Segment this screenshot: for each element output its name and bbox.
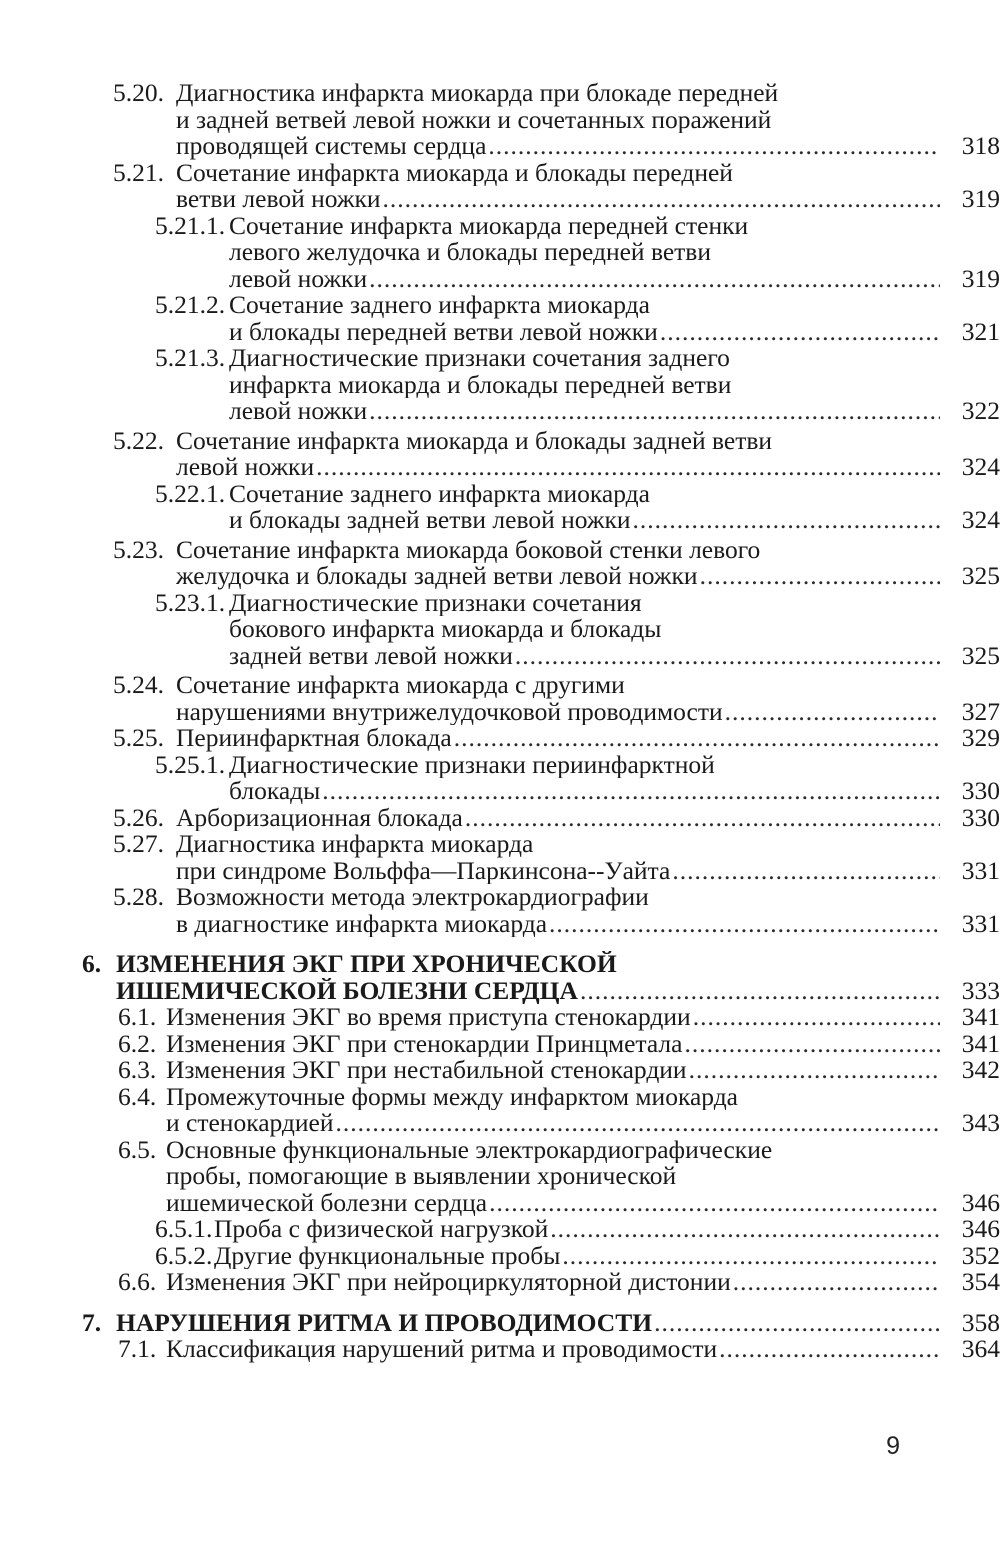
toc-entry — [0, 345, 1000, 425]
toc-entry-number: 5.25.1. — [155, 749, 226, 779]
toc-entry-text: Сочетание заднего инфаркта миокарда — [229, 480, 650, 507]
toc-entry-text: Диагностические признаки сочетания заднего — [229, 345, 730, 372]
toc-entry-text: в диагностике инфаркта миокарда — [176, 910, 548, 937]
toc-entry-number: 5.23. — [113, 534, 164, 564]
toc-entry — [0, 210, 1000, 293]
toc-entry-text: Изменения ЭКГ во время приступа стенокардии — [166, 1004, 691, 1031]
toc-entry-text: Сочетание инфаркта миокарда боковой стенки левого — [176, 536, 761, 563]
toc-page-number: 358 — [961, 1309, 1000, 1336]
toc-page-number: 331 — [961, 910, 1000, 937]
toc-entry-number: 5.21.3. — [155, 343, 226, 372]
dot-leader — [336, 1110, 940, 1137]
toc-entry-text: Сочетание инфаркта миокарда передней стенки — [229, 212, 749, 239]
dot-leader — [322, 778, 940, 805]
dot-leader — [660, 319, 940, 346]
toc-page-number: 354 — [961, 1269, 1000, 1296]
toc-page-number: 331 — [961, 857, 1000, 884]
dot-leader — [550, 1216, 940, 1243]
toc-entry — [0, 749, 1000, 805]
toc-entry-number: 5.25. — [113, 723, 164, 752]
toc-entry-text: Изменения ЭКГ при стенокардии Принцметала — [166, 1030, 683, 1057]
toc-entry-number: 6.4. — [118, 1081, 157, 1111]
toc-page-number: 327 — [961, 698, 1000, 725]
toc-page-number: 343 — [961, 1110, 1000, 1137]
toc-entry — [0, 157, 1000, 213]
toc-entry-text: Изменения ЭКГ при нестабильной стенокардии — [166, 1057, 687, 1084]
toc-page-number: 324 — [961, 454, 1000, 481]
toc-entry-text: и блокады передней ветви левой ножки — [229, 318, 658, 345]
dot-leader — [488, 133, 940, 160]
toc-entry-text: Диагностические признаки периинфарктной — [229, 751, 715, 778]
toc-entry — [0, 478, 1000, 534]
toc-entry-text: Сочетание инфаркта миокарда и блокады задней ветви — [176, 427, 773, 454]
toc-entry — [0, 587, 1000, 670]
toc-chapter — [0, 1307, 1000, 1337]
toc-chapter-number: 7. — [82, 1307, 102, 1337]
toc-entry-text: Диагностические признаки сочетания — [229, 589, 642, 616]
toc-entry-text: Периинфарктная блокада — [176, 725, 452, 752]
toc-entry-text: Изменения ЭКГ при нейроциркуляторной дистонии — [166, 1269, 731, 1296]
toc-entry-text: Классификация нарушений ритма и проводимости — [166, 1336, 718, 1363]
toc-entry-text: левой ножки — [229, 398, 368, 425]
toc-entry — [0, 672, 1000, 725]
toc-entry — [0, 1134, 1000, 1217]
toc-entry-text: ветви левой ножки — [176, 186, 381, 213]
dot-leader — [369, 398, 940, 425]
dot-leader — [719, 1336, 940, 1363]
toc-entry — [0, 292, 1000, 345]
toc-entry-text: и стенокардией — [166, 1110, 334, 1137]
toc-entry-text: пробы, помогающие в выявлении хронической — [166, 1163, 677, 1190]
toc-entry-text: левой ножки — [176, 454, 315, 481]
toc-entry — [0, 1336, 1000, 1363]
dot-leader — [383, 186, 940, 213]
toc-entry — [0, 1216, 1000, 1243]
toc-entry-text: бокового инфаркта миокарда и блокады — [229, 616, 662, 643]
dot-leader — [672, 858, 940, 885]
toc-entry — [0, 80, 1000, 160]
toc-entry-number: 5.21.1. — [155, 210, 226, 240]
toc-page-number: 325 — [961, 642, 1000, 669]
toc-entry — [0, 1081, 1000, 1137]
toc-entry — [0, 725, 1000, 752]
toc-entry-number: 6.3. — [118, 1055, 157, 1084]
toc-entry-text: и блокады задней ветви левой ножки — [229, 507, 631, 534]
toc-page-number: 346 — [961, 1216, 1000, 1243]
toc-page-number: 322 — [961, 398, 1000, 425]
dot-leader — [700, 563, 940, 590]
dot-leader — [684, 1031, 940, 1058]
toc-entry-text: инфаркта миокарда и блокады передней ветви — [229, 371, 732, 398]
dot-leader — [633, 507, 940, 534]
toc-entry — [0, 1004, 1000, 1031]
toc-entry-number: 5.26. — [113, 802, 164, 832]
dot-leader — [580, 978, 940, 1005]
dot-leader — [549, 911, 940, 938]
toc-chapter — [0, 951, 1000, 1004]
toc-entry — [0, 1028, 1000, 1058]
dot-leader — [515, 643, 940, 670]
toc-page-number: 364 — [961, 1336, 1000, 1363]
toc-page-number: 324 — [961, 507, 1000, 534]
toc-chapter-title: НАРУШЕНИЯ РИТМА И ПРОВОДИМОСТИ — [116, 1309, 653, 1336]
toc-page-number: 329 — [961, 725, 1000, 752]
toc-entry-number: 7.1. — [118, 1334, 157, 1363]
toc-entry-text: Промежуточные формы между инфарктом миокарда — [166, 1083, 738, 1110]
toc-page-number: 333 — [961, 977, 1000, 1004]
toc-entry-number: 5.23.1. — [155, 587, 226, 617]
page-number: 9 — [886, 1432, 900, 1460]
toc-entry-text: Проба с физической нагрузкой — [214, 1216, 549, 1243]
toc-entry-text: Сочетание инфаркта миокарда с другими — [176, 672, 625, 699]
toc-entry — [0, 1057, 1000, 1084]
toc-entry-number: 5.22.1. — [155, 478, 226, 508]
toc-entry — [0, 802, 1000, 832]
toc-entry-number: 5.28. — [113, 882, 164, 911]
toc-entry-number: 6.5. — [118, 1134, 157, 1164]
toc-entry-text: и задней ветвей левой ножки и сочетанных поражений — [176, 106, 772, 133]
toc-page-number: 341 — [961, 1004, 1000, 1031]
toc-page-number: 318 — [961, 133, 1000, 160]
dot-leader — [465, 805, 940, 832]
dot-leader — [489, 1190, 940, 1217]
toc-entry — [0, 534, 1000, 590]
dot-leader — [725, 699, 940, 726]
toc-page-number: 330 — [961, 804, 1000, 831]
toc-page-number: 342 — [961, 1057, 1000, 1084]
toc-entry-number: 5.20. — [113, 78, 164, 107]
dot-leader — [562, 1243, 940, 1270]
toc-entry-text: левого желудочка и блокады передней ветви — [229, 239, 711, 266]
toc-entry-number: 5.24. — [113, 670, 164, 699]
toc-entry-number: 6.5.2. — [155, 1240, 213, 1270]
toc-entry-number: 6.2. — [118, 1028, 157, 1058]
toc-entry-text: Основные функциональные электрокардиографические — [166, 1136, 773, 1163]
toc-entry — [0, 425, 1000, 481]
toc-page-number: 325 — [961, 563, 1000, 590]
dot-leader — [369, 266, 940, 293]
toc-entry — [0, 1240, 1000, 1270]
toc-entry-text: нарушениями внутрижелудочковой проводимости — [176, 698, 723, 725]
dot-leader — [654, 1310, 940, 1337]
toc-entry-number: 5.22. — [113, 425, 164, 455]
toc-page-number: 346 — [961, 1189, 1000, 1216]
toc-entry-text: левой ножки — [229, 265, 368, 292]
toc-entry-text: желудочка и блокады задней ветви левой ножки — [176, 563, 698, 590]
toc-entry-text: проводящей системы сердца — [176, 133, 487, 160]
toc-entry — [0, 1269, 1000, 1296]
toc-entry-number: 5.21.2. — [155, 290, 226, 319]
toc-entry-number: 6.6. — [118, 1267, 157, 1296]
toc-page-number: 352 — [961, 1242, 1000, 1269]
toc-entry-number: 6.1. — [118, 1002, 157, 1031]
toc-entry-text: Арборизационная блокада — [176, 804, 463, 831]
toc-entry-number: 5.21. — [113, 157, 164, 187]
toc-entry-text: Диагностика инфаркта миокарда при блокаде передней — [176, 80, 779, 107]
toc-entry-text: Сочетание инфаркта миокарда и блокады передней — [176, 159, 733, 186]
toc-chapter-number: 6. — [82, 949, 102, 978]
dot-leader — [316, 454, 940, 481]
toc-entry — [0, 884, 1000, 937]
toc-entry-text: ишемической болезни сердца — [166, 1189, 488, 1216]
dot-leader — [693, 1004, 940, 1031]
toc-entry-number: 6.5.1. — [155, 1214, 213, 1243]
toc-chapter-title: ИШЕМИЧЕСКОЙ БОЛЕЗНИ СЕРДЦА — [116, 977, 578, 1004]
toc-chapter-title: ИЗМЕНЕНИЯ ЭКГ ПРИ ХРОНИЧЕСКОЙ — [116, 951, 617, 978]
toc-entry-text: задней ветви левой ножки — [229, 642, 513, 669]
toc-page-number: 321 — [961, 318, 1000, 345]
toc-entry-text: блокады — [229, 778, 321, 805]
table-of-contents — [0, 80, 1000, 1363]
toc-entry-text: при синдроме Вольффа—Паркинсона--Уайта — [176, 857, 671, 884]
dot-leader — [454, 725, 940, 752]
toc-page-number: 330 — [961, 778, 1000, 805]
dot-leader — [689, 1057, 940, 1084]
toc-entry-text: Диагностика инфаркта миокарда — [176, 831, 534, 858]
toc-entry-text: Другие функциональные пробы — [214, 1242, 561, 1269]
toc-page-number: 319 — [961, 265, 1000, 292]
dot-leader — [733, 1269, 940, 1296]
toc-entry-number: 5.27. — [113, 829, 164, 858]
toc-entry-text: Сочетание заднего инфаркта миокарда — [229, 292, 650, 319]
toc-entry-text: Возможности метода электрокардиографии — [176, 884, 649, 911]
toc-page-number: 341 — [961, 1030, 1000, 1057]
toc-entry — [0, 831, 1000, 884]
toc-page-number: 319 — [961, 186, 1000, 213]
